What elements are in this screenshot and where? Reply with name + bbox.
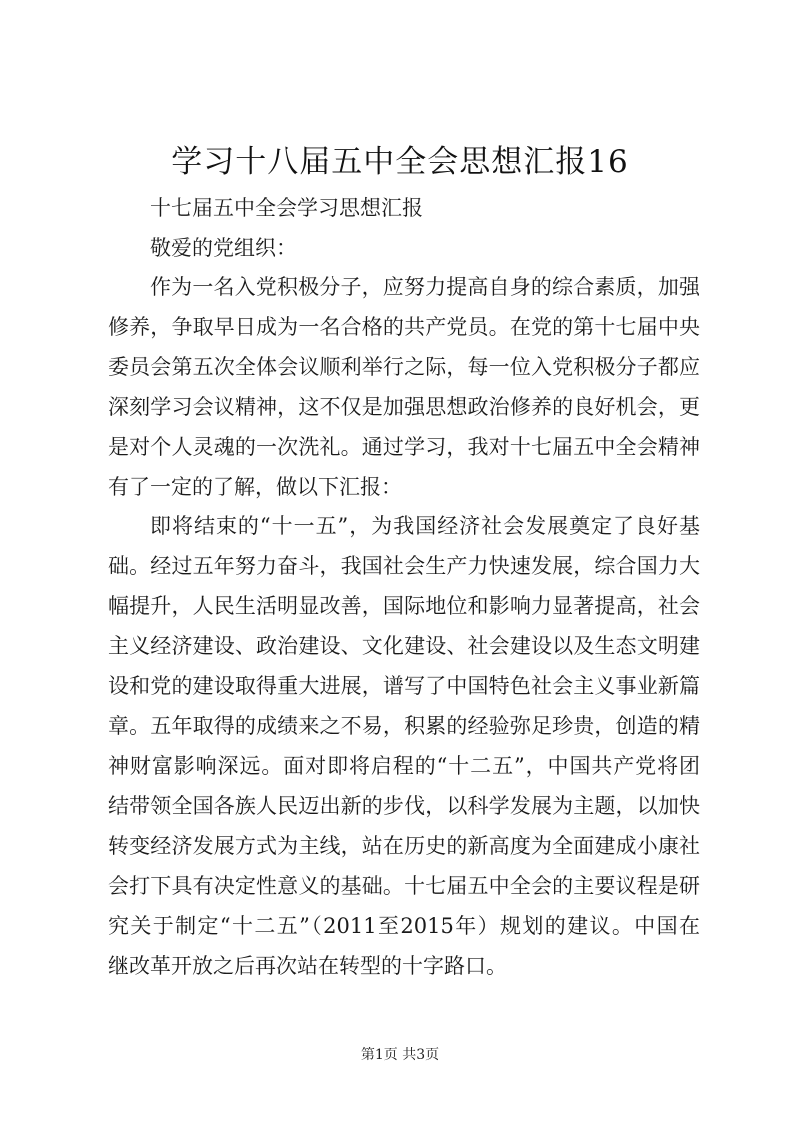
paragraph-line: 础。经过五年努力奋斗，我国社会生产力快速发展，综合国力大 <box>108 554 700 578</box>
paragraph-line: 委员会第五次全体会议顺利举行之际，每一位入党积极分子都应 <box>108 355 700 379</box>
paragraph-line: 作为一名入党积极分子，应努力提高自身的综合素质，加强 <box>150 275 700 299</box>
paragraph-line: 幅提升，人民生活明显改善，国际地位和影响力显著提高，社会 <box>108 594 700 618</box>
paragraph-line: 神财富影响深远。面对即将启程的“十二五”，中国共产党将团 <box>108 754 700 778</box>
paragraph-line: 即将结束的“十一五”，为我国经济社会发展奠定了良好基 <box>150 514 700 538</box>
paragraph-line: 深刻学习会议精神，这不仅是加强思想政治修养的良好机会，更 <box>108 395 700 419</box>
paragraph-line: 是对个人灵魂的一次洗礼。通过学习，我对十七届五中全会精神 <box>108 435 700 459</box>
paragraph-line: 继改革开放之后再次站在转型的十字路口。 <box>108 954 507 978</box>
page-title: 学习十八届五中全会思想汇报16 <box>171 144 629 180</box>
salutation: 敬爱的党组织： <box>150 236 297 260</box>
paragraph-line: 结带领全国各族人民迈出新的步伐，以科学发展为主题，以加快 <box>108 794 700 818</box>
paragraph-line: 究关于制定“十二五”（2011至2015年）规划的建议。中国在 <box>108 914 700 938</box>
paragraph-line: 转变经济发展方式为主线，站在历史的新高度为全面建成小康社 <box>108 834 700 858</box>
paragraph-line: 章。五年取得的成绩来之不易，积累的经验弥足珍贵，创造的精 <box>108 714 700 738</box>
paragraph-line: 设和党的建设取得重大进展，谱写了中国特色社会主义事业新篇 <box>108 674 700 698</box>
page-footer: 第1页 共3页 <box>360 1047 440 1063</box>
paragraph-line: 主义经济建设、政治建设、文化建设、社会建设以及生态文明建 <box>108 634 700 658</box>
paragraph-line: 修养，争取早日成为一名合格的共产党员。在党的第十七届中央 <box>108 315 700 339</box>
paragraph-line: 会打下具有决定性意义的基础。十七届五中全会的主要议程是研 <box>108 874 700 898</box>
paragraph-line: 有了一定的了解，做以下汇报： <box>108 475 402 499</box>
document-subtitle: 十七届五中全会学习思想汇报 <box>150 196 423 220</box>
